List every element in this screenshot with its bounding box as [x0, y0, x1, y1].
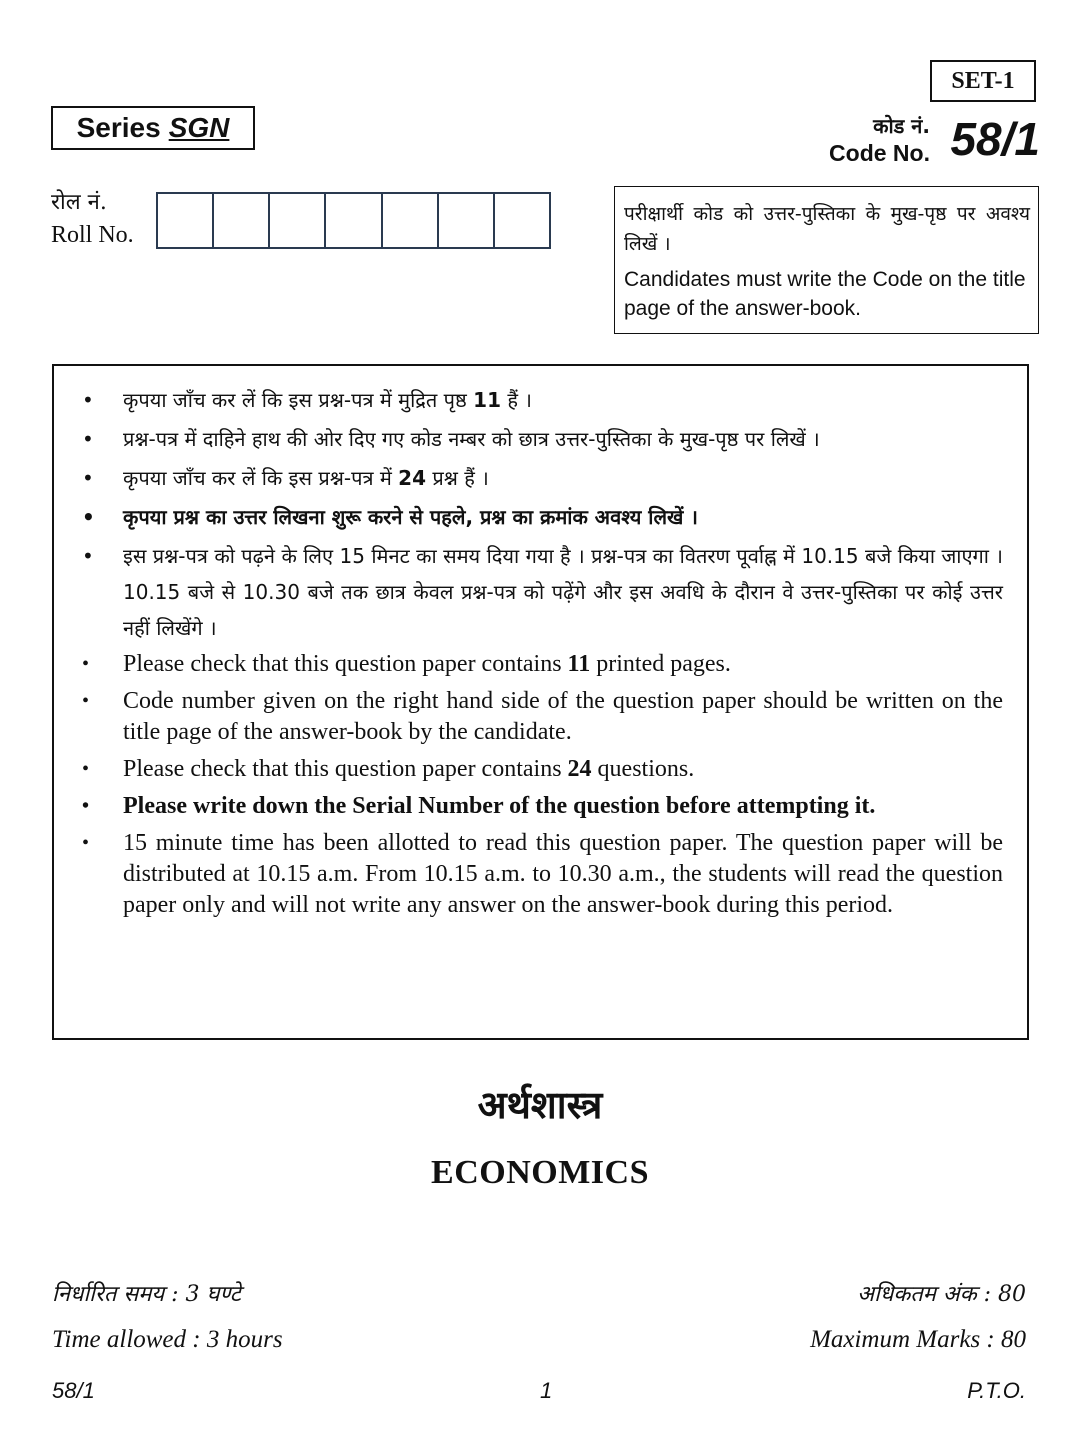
code-label: Code No. — [829, 140, 930, 166]
bullet: • — [82, 427, 94, 451]
set-label: SET-1 — [930, 60, 1036, 102]
instruction-list — [82, 382, 1003, 921]
bullet: • — [82, 690, 90, 712]
notice-english: Candidates must write the Code on the title page of the answer-book. — [624, 268, 1026, 320]
instruction-text: Please check that this question paper contains — [123, 756, 568, 782]
instruction-text: printed pages. — [590, 651, 731, 677]
roll-box — [270, 194, 326, 247]
instruction-text: Code number given on the right hand side of the question paper should be written on the title page of the answer-book by the candidate. — [123, 688, 1003, 745]
instruction-text: कृपया प्रश्न का उत्तर लिखना शुरू करने से पहले, प्रश्न का क्रमांक अवश्य लिखें । — [123, 505, 698, 529]
bullet: • — [82, 758, 90, 780]
footer-code: 58/1 — [52, 1378, 95, 1403]
roll-label: Roll No. — [51, 222, 134, 248]
instruction-text: कृपया जाँच कर लें कि इस प्रश्न-पत्र में मुद्रित पृष्ठ — [123, 388, 474, 412]
bullet: • — [82, 505, 95, 529]
instruction-text: questions. — [591, 756, 695, 782]
instruction-item — [82, 791, 1003, 822]
roll-box — [439, 194, 495, 247]
notice-hindi: परीक्षार्थी कोड को उत्तर-पुस्तिका के मुख-पृष्ठ पर अवश्य लिखें । — [624, 203, 1030, 255]
bullet: • — [82, 653, 90, 675]
instruction-item — [82, 538, 1003, 646]
page-count: 11 — [567, 651, 591, 677]
instruction-item — [82, 649, 1003, 680]
maximum-marks-hindi: अधिकतम अंक : 80 — [857, 1282, 1026, 1307]
please-turn-over: P.T.O. — [967, 1378, 1026, 1403]
time-allowed: Time allowed : 3 hours — [52, 1326, 283, 1353]
instruction-item — [82, 686, 1003, 748]
code-number: 58/1 — [950, 113, 1040, 165]
instruction-item — [82, 421, 1003, 457]
roll-label-hindi: रोल नं. — [51, 190, 107, 215]
bullet: • — [82, 832, 90, 854]
instruction-item — [82, 828, 1003, 921]
roll-number-boxes — [156, 192, 551, 249]
bullet: • — [82, 466, 94, 490]
series-box — [51, 106, 255, 150]
code-label-hindi: कोड नं. — [873, 114, 930, 138]
subject-title: ECONOMICS — [431, 1154, 649, 1191]
question-count: 24 — [567, 756, 592, 782]
bullet: • — [82, 388, 94, 412]
instruction-text: Please check that this question paper contains — [123, 651, 568, 677]
bullet: • — [82, 544, 94, 568]
page-number: 1 — [540, 1378, 553, 1403]
subject-title-hindi: अर्थशास्त्र — [477, 1083, 603, 1127]
maximum-marks: Maximum Marks : 80 — [810, 1326, 1026, 1353]
instruction-text: कृपया जाँच कर लें कि इस प्रश्न-पत्र में — [123, 466, 399, 490]
instruction-text: 15 minute time has been allotted to read this question paper. The question paper will be distributed at 10.15 a.m. From 10.15 a.m. to 10.30 a.m., the students will read the question paper only and will not write any answer on the answer-book during this period. — [123, 830, 1003, 918]
bullet: • — [82, 795, 90, 817]
instruction-item — [82, 754, 1003, 785]
instruction-item — [82, 460, 1003, 496]
instruction-text: प्रश्न हैं । — [426, 466, 489, 490]
roll-box — [158, 194, 214, 247]
instruction-text: इस प्रश्न-पत्र को पढ़ने के लिए 15 मिनट का समय दिया गया है । प्रश्न-पत्र का वितरण पूर्वाह्न में 10.15 बजे किया जाएगा । 10.15 बजे से 10.30 बजे तक छात्र केवल प्रश्न-पत्र को पढ़ेंगे और इस अवधि के दौरान वे उत्तर-पुस्तिका पर कोई उत्तर नहीं लिखेंगे । — [123, 544, 1003, 640]
roll-box — [495, 194, 549, 247]
roll-box — [383, 194, 439, 247]
roll-box — [214, 194, 270, 247]
series-prefix: Series — [76, 112, 161, 143]
roll-box — [326, 194, 382, 247]
question-count: 24 — [398, 466, 426, 490]
candidate-notice — [614, 186, 1039, 334]
instruction-item — [82, 382, 1003, 418]
instruction-text: हैं । — [501, 388, 532, 412]
series-code: SGN — [168, 112, 230, 143]
instruction-item — [82, 499, 1003, 535]
time-allowed-hindi: निर्धारित समय : 3 घण्टे — [52, 1282, 241, 1307]
instructions-box — [52, 364, 1029, 1040]
instruction-text: प्रश्न-पत्र में दाहिने हाथ की ओर दिए गए कोड नम्बर को छात्र उत्तर-पुस्तिका के मुख-पृष्ठ पर लिखें । — [123, 427, 820, 451]
instruction-text: Please write down the Serial Number of the question before attempting it. — [123, 793, 876, 819]
page-count: 11 — [473, 388, 502, 412]
